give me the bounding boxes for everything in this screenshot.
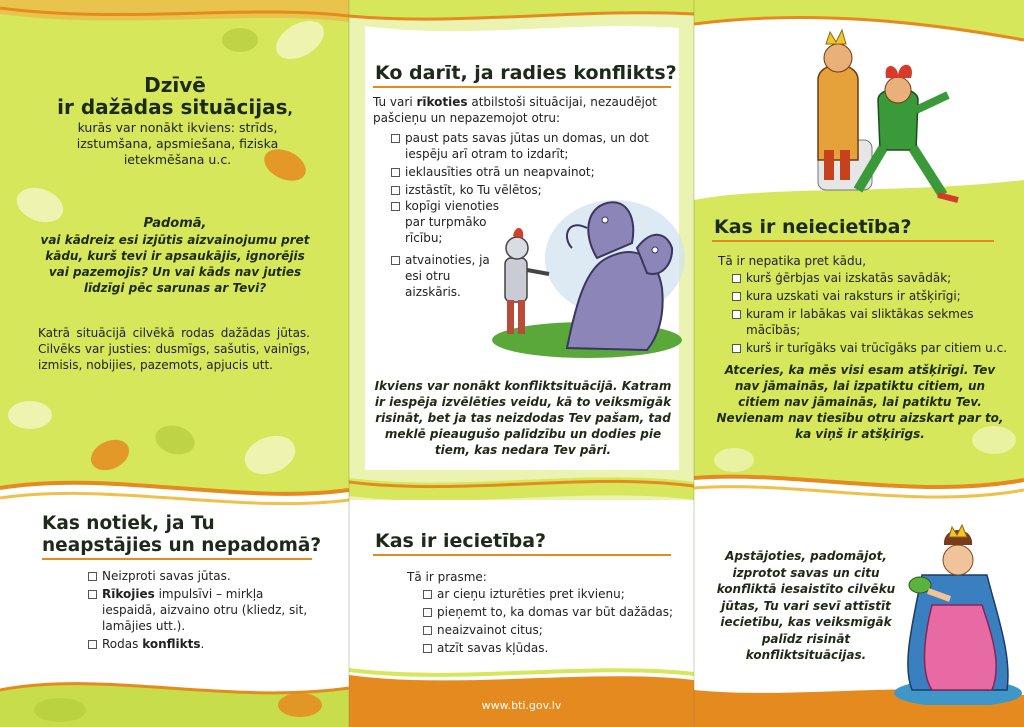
list-item (88, 568, 318, 584)
list-item-bold: konflikts (142, 637, 201, 651)
heading-underline (373, 554, 671, 556)
iecietiba-heading: Kas ir iecietība? (375, 530, 547, 552)
padoma-label: Padomā, (143, 216, 207, 231)
list-item-text: izstāstīt, ko Tu vēlētos; (405, 183, 542, 197)
neiecietiba-list (732, 270, 1022, 358)
list-item-text: kopīgi vienoties par turpmāko rīcību; (405, 199, 500, 245)
title-comma: , (287, 102, 293, 118)
list-item (423, 604, 683, 620)
checkbox-icon (88, 590, 97, 599)
list-item-text: kurš ģērbjas vai izskatās savādāk; (746, 271, 952, 285)
panel-right (694, 0, 1024, 727)
list-item (732, 270, 1022, 286)
bottom-heading-line-2: neapstājies un nepadomā? (42, 535, 322, 556)
fold-line-2 (693, 0, 695, 727)
iecietiba-list (423, 586, 683, 658)
panel-left-bottom-heading (42, 513, 332, 557)
list-item (423, 640, 683, 656)
title-line-1: Dzīvē (144, 73, 206, 97)
panel-right-bottom-text: Apstājoties, padomājot, izprotot savas un citu konfliktā iesaistīto cilvēku jūtas, Tu vari sevī attīstīt iecietību, kas veiksmīgāk palīdz risināt konfliktsituācijas. (716, 549, 896, 662)
heading-underline (42, 558, 312, 560)
list-item-text: kurš ir turīgāks vai trūcīgāks par citiem u.c. (746, 341, 1008, 355)
list-item-text: ar cieņu izturēties pret ikvienu; (437, 587, 625, 601)
list-item (423, 586, 683, 602)
fold-line-1 (348, 0, 350, 727)
checkbox-icon (423, 644, 432, 653)
list-item-text: pieņemt to, ka domas var būt dažādas; (437, 605, 674, 619)
neiecietiba-intro: Tā ir nepatika pret kādu, (718, 254, 867, 268)
title-line-2 (40, 96, 310, 121)
list-item-post: impulsīvi – mirkļa iespaidā, aizvaino otru (kliedz, sit, lamājies utt.). (102, 587, 308, 633)
list-item (391, 164, 661, 180)
list-item-text: kura uzskati vai raksturs ir atšķirīgi; (746, 289, 961, 303)
list-item-text: ieklausīties otrā un neapvainot; (405, 165, 595, 179)
list-item-text: paust pats savas jūtas un domas, un dot iespēju arī otram to izdarīt; (405, 131, 649, 161)
checkbox-icon (391, 134, 400, 143)
list-item-pre: Rodas (102, 637, 143, 651)
checkbox-icon (391, 186, 400, 195)
list-item-text: neaizvainot citus; (437, 623, 543, 637)
heading-underline (712, 240, 994, 242)
list-item (88, 586, 318, 634)
panel-left-title (40, 74, 310, 121)
checkbox-icon (423, 626, 432, 635)
feelings-text: Katrā situācijā cilvēkā rodas dažādas jūtas. Cilvēks var justies: dusmīgs, sašutis, vainīgs, izmisis, nobijies, pazemots, apjucis utt. (38, 326, 310, 372)
intro-pre: Tu vari (373, 95, 417, 109)
checkbox-icon (732, 274, 741, 283)
list-item (88, 636, 318, 652)
consequences-list (88, 568, 318, 654)
list-item-post: Neizproti savas jūtas. (102, 569, 231, 583)
padoma-text: vai kādreiz esi izjūtis aizvainojumu pret kādu, kurš tevi ir apsaukājis, ignorējis vai pazemojis? Un vai kāds nav juties līdzīgi pēc sarunas ar Tevi? (40, 233, 310, 295)
list-item-text: atzīt savas kļūdas. (437, 641, 549, 655)
list-item-text: atvainoties, ja esi otru aizskāris. (405, 253, 490, 299)
checkbox-icon (391, 256, 400, 265)
checkbox-icon (88, 640, 97, 649)
title-line-2-text: ir dažādas situācijas (57, 95, 288, 119)
panel-middle-intro (373, 94, 673, 126)
checkbox-icon (732, 344, 741, 353)
panel-middle-heading: Ko darīt, ja radies konflikts? (375, 62, 677, 84)
king-jester-illustration (798, 20, 978, 215)
atceries-text: Atceries, ka mēs visi esam atšķirīgi. Tev nav jāmainās, lai izpatiktu citiem, un citiem nav jāmainās, lai patiktu Tev. Nevienam nav tiesību otru aizskart par to, ka viņš ir atšķirīgs. (716, 363, 1004, 441)
bottom-heading-line-1: Kas notiek, ja Tu (42, 513, 215, 534)
checkbox-icon (391, 202, 400, 211)
checkbox-icon (423, 608, 432, 617)
intro-bold: rīkoties (416, 95, 468, 109)
checkbox-icon (732, 292, 741, 301)
iecietiba-intro: Tā ir prasme: (407, 570, 487, 584)
website-link[interactable]: www.bti.gov.lv (481, 699, 562, 712)
list-item (423, 622, 683, 638)
list-item-post: . (200, 637, 205, 651)
list-item (732, 340, 1022, 356)
list-item (732, 288, 1022, 304)
list-item-bold: Rīkojies (102, 587, 155, 601)
checkbox-icon (88, 572, 97, 581)
princess-frog-illustration (892, 515, 1024, 705)
intro-post: atbilstoši situācijai, nezaudējot pašcieņu un nepazemojot otru: (373, 95, 657, 125)
knight-dragon-illustration (487, 188, 687, 366)
list-item (732, 306, 1022, 338)
checkbox-icon (732, 310, 741, 319)
panel-middle (349, 0, 694, 727)
list-item (391, 130, 661, 162)
list-item-text: kuram ir labākas vai sliktākas sekmes mācībās; (746, 307, 974, 337)
panel-left-intro: kurās var nonākt ikviens: strīds, izstumšana, apsmiešana, fiziska ietekmēšana u.c. (76, 120, 279, 167)
panel-left (0, 0, 349, 727)
checkbox-icon (423, 590, 432, 599)
heading-underline (373, 86, 671, 88)
padoma-block (35, 216, 315, 296)
checkbox-icon (391, 168, 400, 177)
neiecietiba-heading: Kas ir neiecietība? (714, 216, 912, 238)
panel-middle-closing: Ikviens var nonākt konfliktsituācijā. Katram ir iespēja izvēlēties veidu, kā to veiksmīgāk risināt, bet ja tas neizdodas Tev pašam, tad meklē pieaugušo palīdzību un dodies pie tiem, kas nedara Tev pāri. (374, 379, 672, 457)
